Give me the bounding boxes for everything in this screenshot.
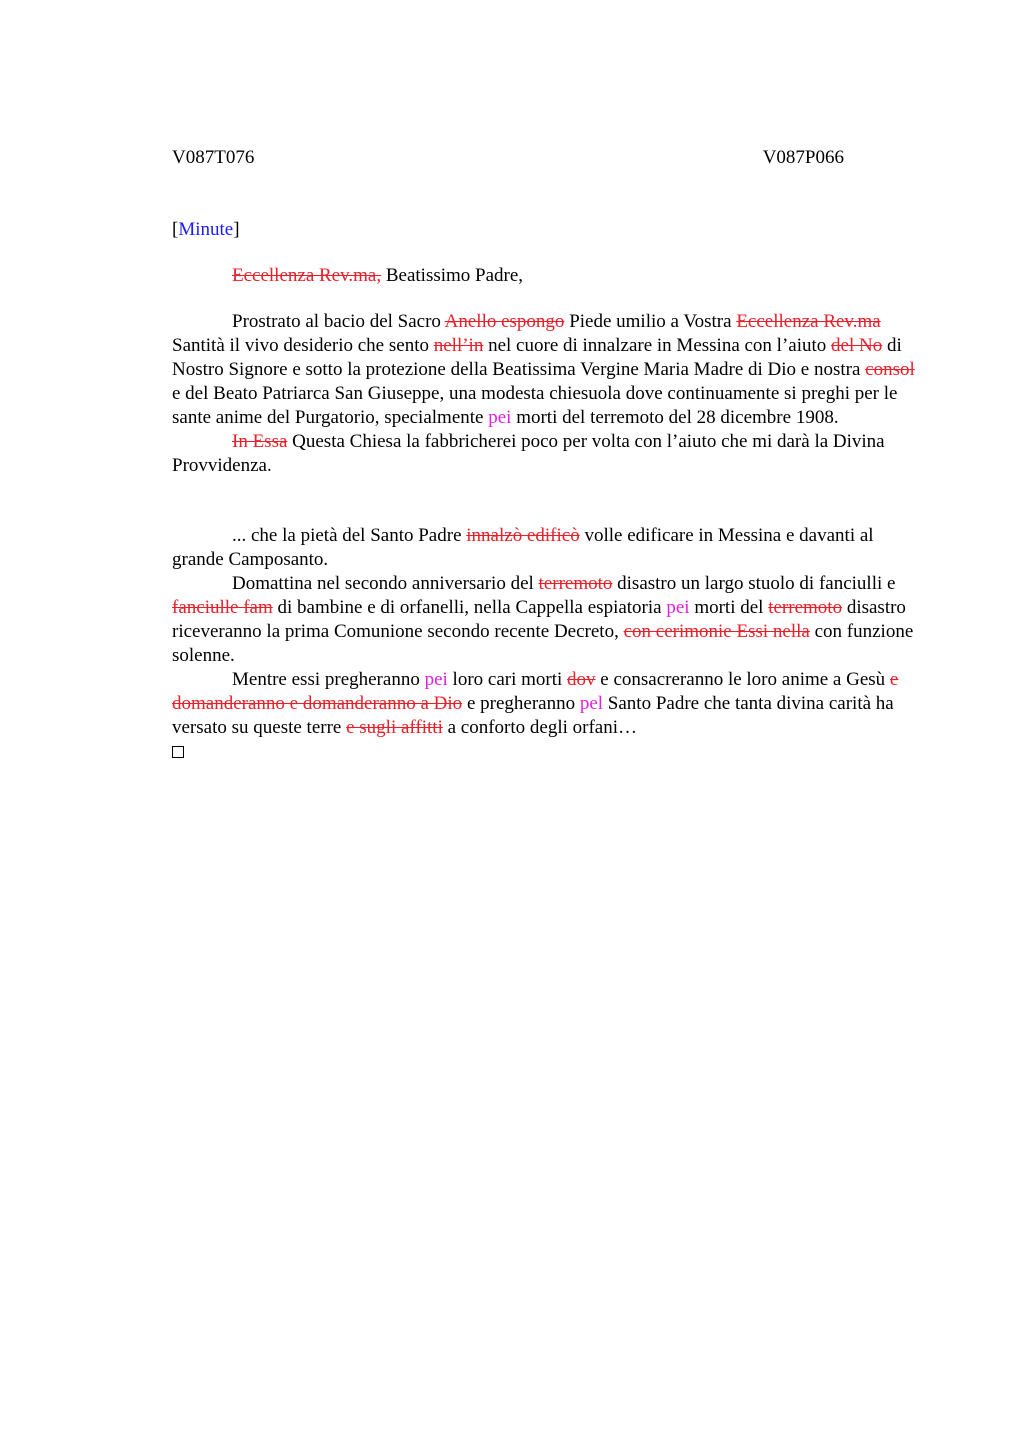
deleted-text: consol: [865, 359, 915, 380]
deleted-text: nell’in: [433, 335, 484, 356]
minute-link[interactable]: Minute: [178, 219, 234, 240]
deleted-text: Eccellenza Rev.ma: [736, 311, 881, 332]
text-run: Questa Chiesa la fabbricherei poco per volta con l’aiuto che mi darà la Divina Provvidenza.: [172, 431, 885, 476]
text-run: volle edificare in Messina e davanti al grande Camposanto.: [172, 525, 874, 570]
text-run: e del Beato Patriarca San Giuseppe, una modesta chiesuola dove continuamente si preghi per le sante anime del Purgatorio, specialmente: [172, 383, 898, 428]
deleted-text: e sugli affitti: [346, 717, 443, 738]
text-run: ... che la pietà del Santo Padre: [232, 525, 467, 546]
salutation: [172, 264, 924, 288]
text-run: di bambine e di orfanelli, nella Cappella espiatoria: [272, 597, 667, 618]
paragraph-1: [172, 310, 924, 430]
deleted-text: Eccellenza Rev.ma,: [232, 265, 382, 286]
highlighted-text: pei: [488, 407, 512, 428]
header-right-code: V087P066: [762, 147, 844, 168]
header-left-code: V087T076: [172, 147, 255, 168]
paragraph-5: [172, 668, 924, 740]
text-run: disastro riceveranno la prima Comunione secondo recente Decreto,: [172, 597, 906, 642]
section-gap: [172, 478, 924, 524]
text-run: Mentre essi pregheranno: [232, 669, 425, 690]
text-run: nel cuore di innalzare in Messina con l’aiuto: [483, 335, 832, 356]
end-mark: [172, 740, 924, 765]
minute-label: [172, 218, 924, 242]
text-run: Domattina nel secondo anniversario del: [232, 573, 539, 594]
empty-square-icon: [172, 746, 184, 758]
deleted-text: fanciulle fam: [172, 597, 273, 618]
text-run: e pregheranno: [462, 693, 580, 714]
deleted-text: terremoto: [768, 597, 843, 618]
text-run: morti del: [689, 597, 769, 618]
salutation-text: Beatissimo Padre,: [381, 265, 524, 286]
text-run: a conforto degli orfani…: [442, 717, 638, 738]
text-run: disastro un largo stuolo di fanciulli e: [612, 573, 896, 594]
highlighted-text: pel: [579, 693, 604, 714]
paragraph-4: [172, 572, 924, 668]
text-run: e consacreranno le loro anime a Gesù: [595, 669, 890, 690]
text-run: Prostrato al bacio del Sacro: [232, 311, 445, 332]
deleted-text: Anello espongo: [444, 311, 565, 332]
text-run: Santo Padre che tanta divina carità ha versato su queste terre: [172, 693, 894, 738]
deleted-text: In Essa: [232, 431, 288, 452]
text-run: di Nostro Signore e sotto la protezione della Beatissima Vergine Maria Madre di Dio e nostra: [172, 335, 902, 380]
minute-open-bracket: [: [172, 219, 179, 240]
highlighted-text: pei: [424, 669, 448, 690]
minute-close-bracket: ]: [233, 219, 240, 240]
document-page: [172, 146, 924, 765]
text-run: loro cari morti: [447, 669, 568, 690]
paragraph-2: [172, 430, 924, 478]
deleted-text: dov: [567, 669, 596, 690]
deleted-text: innalzò edificò: [466, 525, 580, 546]
text-run: Santità il vivo desiderio che sento: [172, 335, 434, 356]
deleted-text: terremoto: [538, 573, 613, 594]
deleted-text: del No: [831, 335, 883, 356]
highlighted-text: pei: [666, 597, 690, 618]
text-run: Piede umilio a Vostra: [564, 311, 737, 332]
header: [172, 146, 924, 170]
paragraph-3: [172, 524, 924, 572]
deleted-text: e domanderanno e domanderanno a Dio: [172, 669, 899, 714]
text-run: morti del terremoto del 28 dicembre 1908.: [511, 407, 839, 428]
deleted-text: con cerimonie Essi nella: [623, 621, 810, 642]
text-run: con funzione solenne.: [172, 621, 914, 666]
